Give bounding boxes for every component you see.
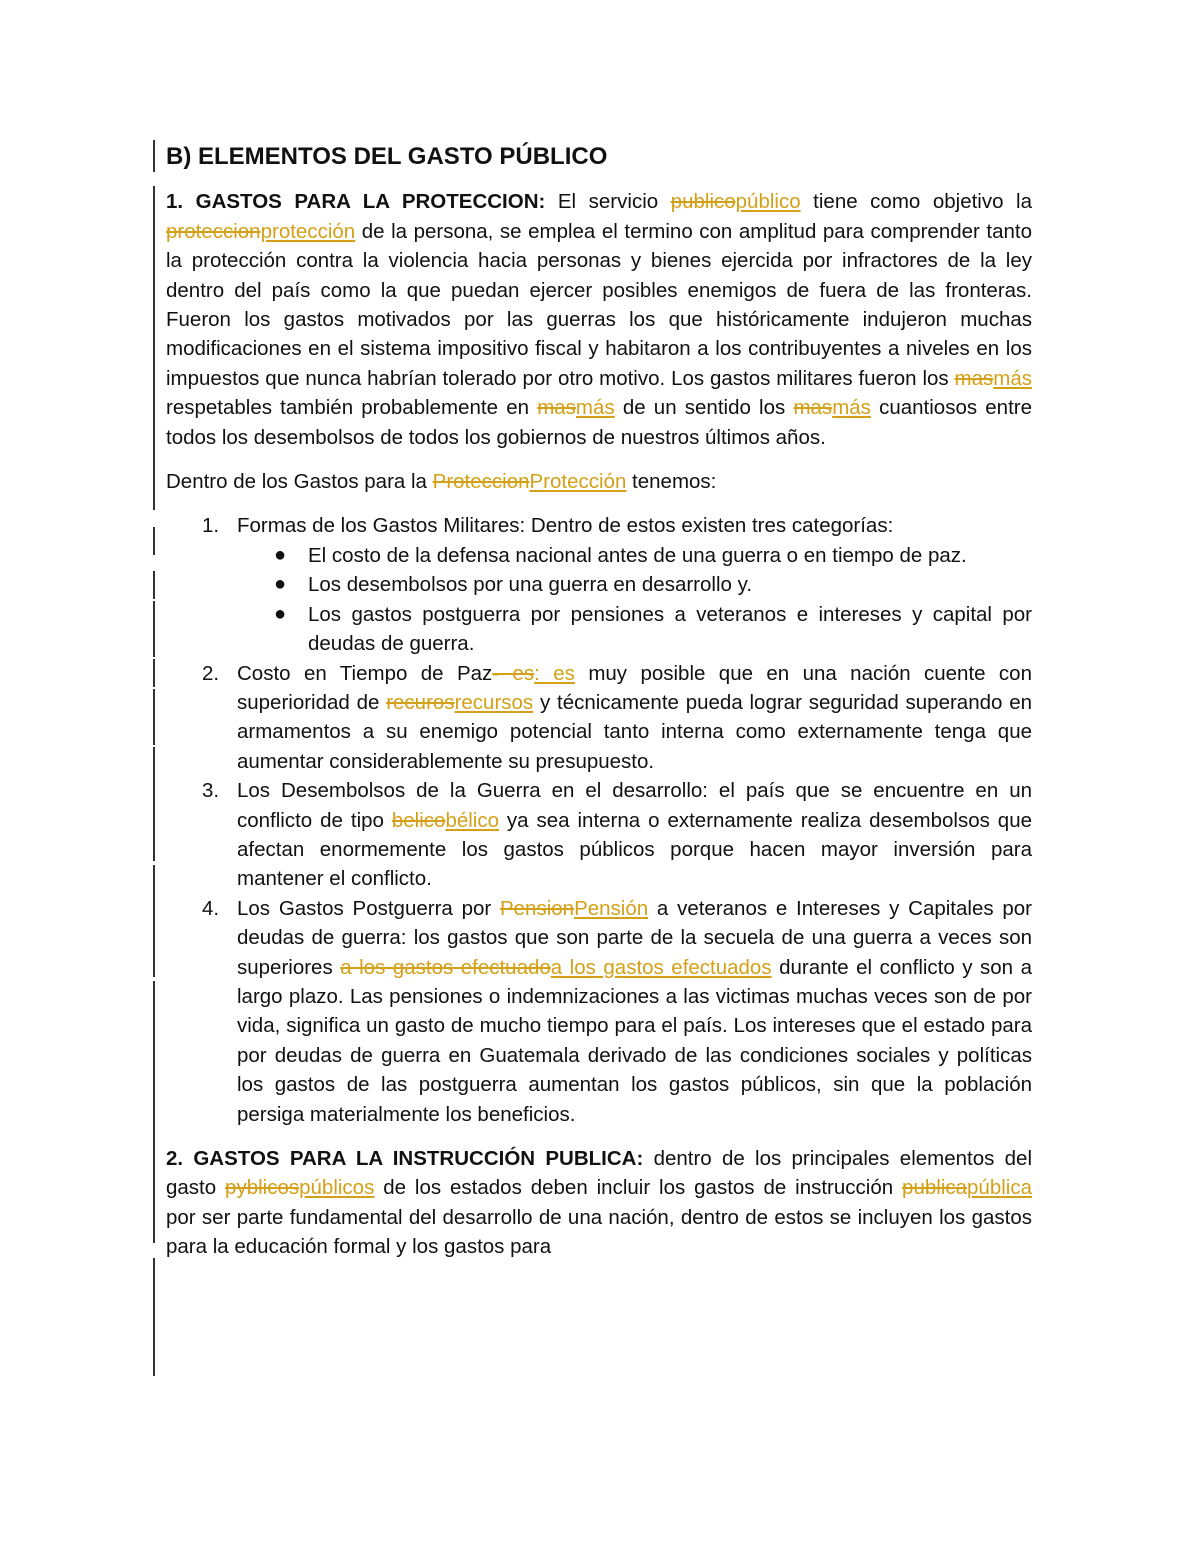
intro-paragraph (166, 467, 1032, 496)
inserted-text: bélico (445, 808, 499, 832)
inserted-text: Pensión (574, 896, 649, 920)
deleted-text: proteccion (166, 219, 261, 243)
inserted-text: Protección (529, 470, 627, 494)
text: por ser parte fundamental del desarrollo de una nación, dentro de estos se incluyen los gastos para la educación formal y los gastos para (166, 1205, 1032, 1259)
change-bar (153, 527, 155, 555)
deleted-text: mas (793, 396, 833, 420)
section-1-paragraph (166, 187, 1032, 452)
numbered-list (166, 511, 1032, 1129)
text: Costo en Tiempo de Paz (237, 661, 493, 685)
text: Los Gastos Postguerra por (237, 896, 500, 920)
bullet-item (237, 570, 1032, 599)
bullet-item (237, 600, 1032, 659)
bullet-icon: ● (274, 543, 287, 566)
change-bar (153, 571, 155, 599)
change-bar (153, 186, 155, 510)
change-bar (153, 1258, 155, 1376)
section-heading: B) ELEMENTOS DEL GASTO PÚBLICO (166, 143, 608, 170)
inserted-text: más (993, 366, 1032, 390)
text: de la persona, se emplea el termino con amplitud para comprender tanto la protección contra la violencia hacia personas y bienes ejercida por infractores de la ley dentro del país como la que puedan ejercer posibles enemigos de fuera de las fronteras. Fueron los gastos motivados por las guerras los que históricamente indujeron muchas modificaciones en el sistema impositivo fiscal y habitaron a los contribuyentes a niveles en los impuestos que nunca habrían tolerado por otro motivo. Los gastos militares fueron los (166, 219, 1032, 390)
bullet-icon: ● (274, 602, 287, 625)
section-2-title: 2. GASTOS PARA LA INSTRUCCIÓN PUBLICA: (166, 1147, 644, 1170)
bullet-list (237, 541, 1032, 659)
change-bar (153, 865, 155, 977)
change-bar (153, 140, 155, 172)
bullet-item (237, 541, 1032, 570)
text: Los Desembolsos de la Guerra en el desarrollo: el país que se encuentre en un conflicto de tipo (237, 779, 1032, 832)
text: dentro de los principales elementos del gasto (166, 1147, 1032, 1200)
text: Dentro de los Gastos para la (166, 470, 433, 494)
list-number: 1. (202, 514, 220, 538)
deleted-text: publico (670, 190, 736, 214)
inserted-text: público (735, 190, 801, 214)
inserted-text: protección (260, 219, 356, 243)
list-item (166, 776, 1032, 894)
text: tenemos: (626, 470, 717, 494)
list-item-text: Formas de los Gastos Militares: Dentro de estos existen tres categorías: (237, 514, 894, 538)
bullet-icon: ● (274, 573, 287, 596)
text: respetables también probablemente en (166, 396, 538, 420)
text: cuantiosos entre todos los desembolsos de todos los gobiernos de nuestros últimos años. (166, 396, 1033, 449)
deleted-text: pyblicos (225, 1176, 300, 1200)
bullet-text: El costo de la defensa nacional antes de una guerra o en tiempo de paz. (308, 543, 967, 567)
inserted-text: recursos (454, 690, 534, 714)
text: tiene como objetivo la (800, 190, 1032, 214)
list-number: 2. (202, 661, 220, 685)
text: durante el conflicto y son a largo plazo. Las pensiones o indemnizaciones a las victimas muchas veces son de por vida, significa un gasto de mucho tiempo para el país. Los intereses que el estado para por deudas de guerra en Guatemala derivado de las condiciones sociales y políticas los gastos de las postguerra aumentan los gastos públicos, sin que la población persiga materialmente los beneficios. (237, 955, 1032, 1126)
bullet-text: Los gastos postguerra por pensiones a veteranos e intereses y capital por deudas de guerra. (308, 602, 1032, 656)
inserted-text: : es (534, 661, 575, 685)
document-page (166, 136, 1032, 1277)
list-number: 3. (202, 779, 220, 803)
inserted-text: públicos (299, 1176, 375, 1200)
deleted-text: - es (492, 661, 535, 685)
list-item (166, 894, 1032, 1129)
text: de un sentido los (614, 396, 794, 420)
bullet-text: Los desembolsos por una guerra en desarrollo y. (308, 573, 753, 597)
deleted-text: publica (902, 1176, 968, 1200)
section-1-title: 1. GASTOS PARA LA PROTECCION: (166, 190, 546, 214)
deleted-text: Pension (499, 896, 575, 920)
text: ya sea interna o externamente realiza desembolsos que afectan enormemente los gastos públicos porque hacen mayor inversión para mantener el conflicto. (237, 808, 1032, 891)
change-bar (153, 601, 155, 657)
list-number: 4. (202, 896, 220, 920)
text: de los estados deben incluir los gastos de instrucción (374, 1176, 903, 1200)
list-item (166, 659, 1032, 777)
text: El servicio (545, 190, 671, 214)
inserted-text: más (832, 396, 871, 420)
deleted-text: mas (954, 366, 994, 390)
text: y técnicamente pueda lograr seguridad superando en armamentos a su enemigo potencial tanto interna como externamente tenga que aumentar considerablemente su presupuesto. (237, 690, 1032, 773)
change-bar (153, 747, 155, 861)
section-2-paragraph (166, 1144, 1032, 1262)
deleted-text: a los gastos efectuado (340, 955, 551, 979)
change-bar (153, 981, 155, 1243)
text: muy posible que en una nación cuente con superioridad de (237, 661, 1032, 714)
list-item (166, 511, 1032, 658)
deleted-text: belico (391, 808, 446, 832)
change-bar (153, 689, 155, 745)
text: a veteranos e Intereses y Capitales por deudas de guerra: los gastos que son parte de la secuela de una guerra a veces son superiores (237, 896, 1032, 979)
change-bar (153, 659, 155, 687)
deleted-text: Proteccion (432, 470, 530, 494)
deleted-text: mas (537, 396, 576, 420)
inserted-text: más (575, 396, 615, 420)
inserted-text: pública (967, 1176, 1032, 1200)
inserted-text: a los gastos efectuados (550, 955, 772, 979)
deleted-text: recuros (386, 690, 455, 714)
